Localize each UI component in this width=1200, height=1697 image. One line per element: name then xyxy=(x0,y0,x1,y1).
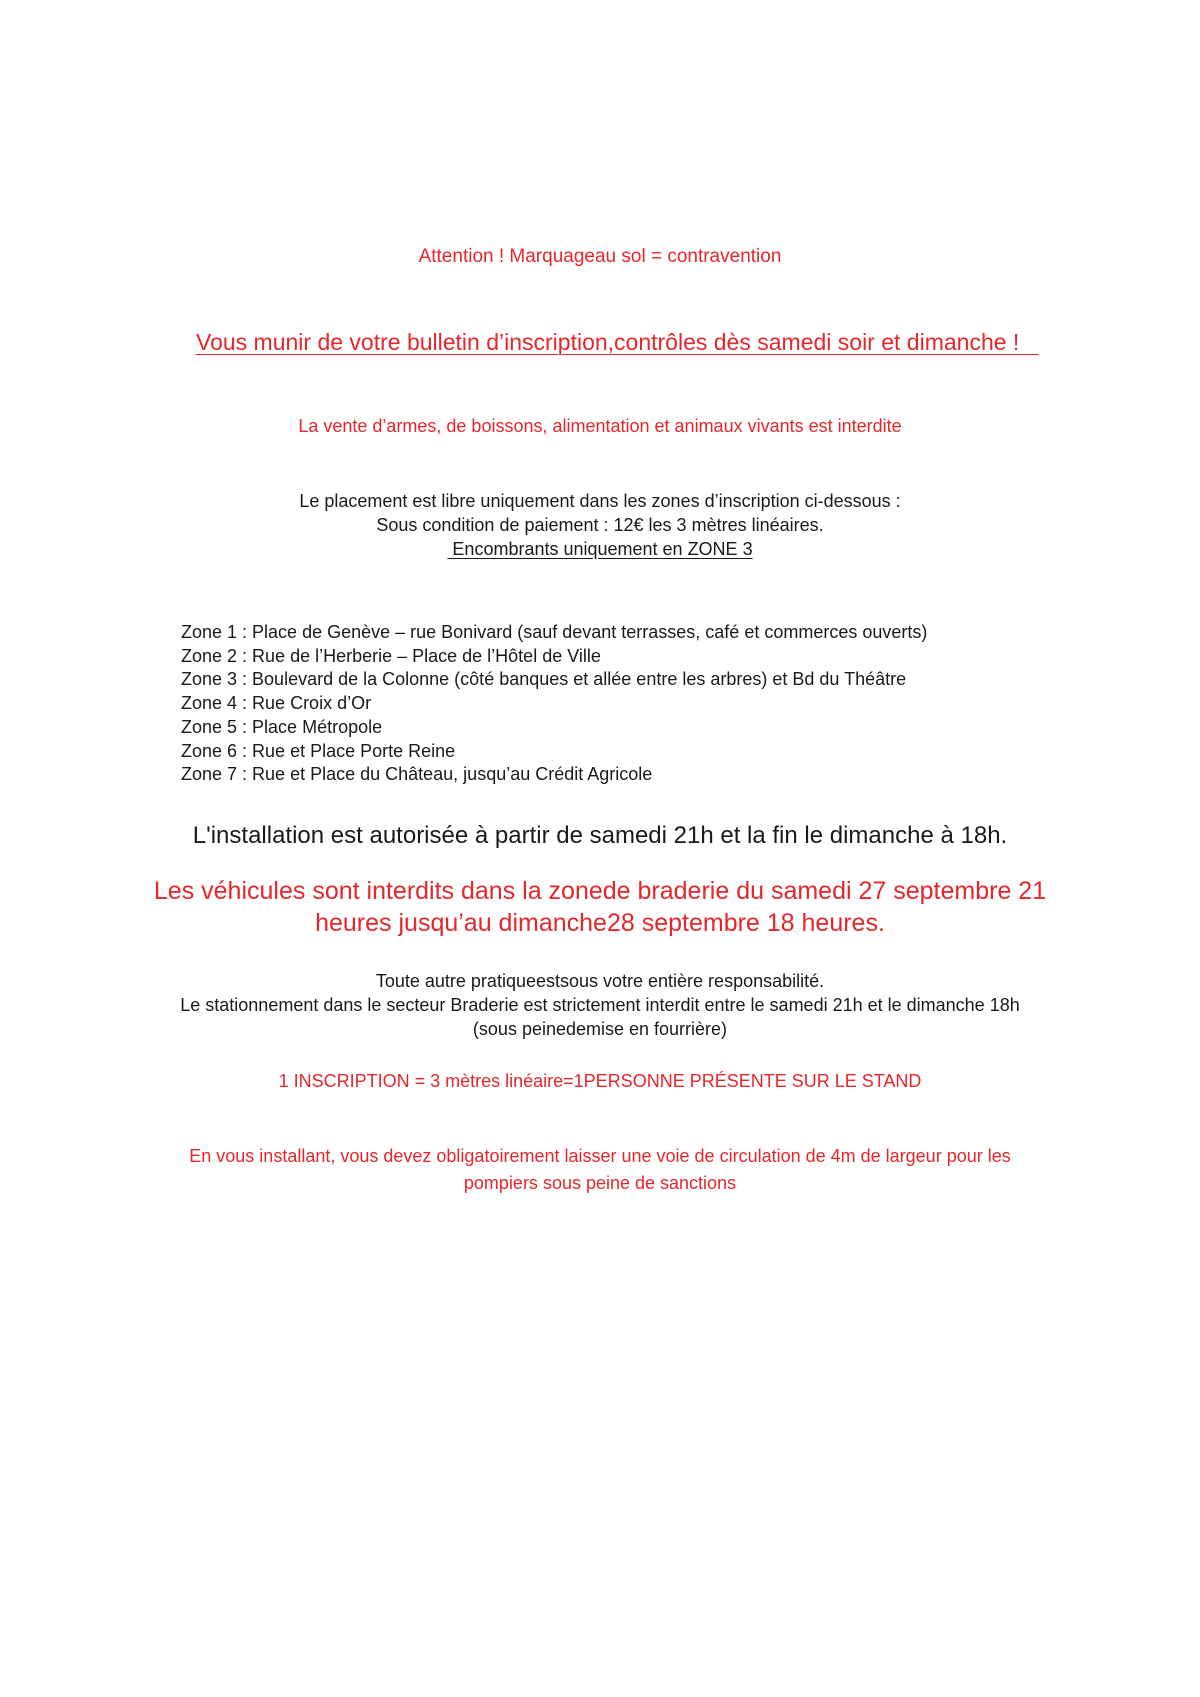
fire-lane-notice-line-1: En vous installant, vous devez obligatoirement laisser une voie de circulation de 4m de largeur pour les xyxy=(189,1146,1011,1166)
bulky-items-zone-line: Encombrants uniquement en ZONE 3 xyxy=(447,539,753,559)
payment-condition-line: Sous condition de paiement : 12€ les 3 mètres linéaires. xyxy=(376,515,824,535)
zone-item-7: Zone 7 : Rue et Place du Château, jusqu’au Crédit Agricole xyxy=(181,764,653,785)
vehicle-ban-line-2: heures jusqu’au dimanche28 septembre 18 heures. xyxy=(315,909,885,937)
registration-form-reminder: Vous munir de votre bulletin d’inscription,contrôles dès samedi soir et dimanche ! xyxy=(196,329,1039,355)
installation-hours-notice: L'installation est autorisée à partir de samedi 21h et la fin le dimanche à 18h. xyxy=(192,822,1008,849)
zone-item-3: Zone 3 : Boulevard de la Colonne (côté banques et allée entre les arbres) et Bd du Théâtre xyxy=(181,669,907,690)
zone-list xyxy=(181,621,927,787)
zone-item-2: Zone 2 : Rue de l’Herberie – Place de l’Hôtel de Ville xyxy=(181,645,601,666)
parking-ban-notice: Le stationnement dans le secteur Braderie est strictement interdit entre le samedi 21h et le dimanche 18h xyxy=(180,995,1020,1015)
impound-warning: (sous peinedemise en fourrière) xyxy=(472,1019,728,1039)
fire-lane-notice-line-2: pompiers sous peine de sanctions xyxy=(463,1173,737,1193)
zone-item-4: Zone 4 : Rue Croix d’Or xyxy=(181,693,372,714)
zone-item-5: Zone 5 : Place Métropole xyxy=(181,716,383,737)
responsibility-notice: Toute autre pratiqueestsous votre entière responsabilité. xyxy=(375,971,825,991)
vehicle-ban-line-1: Les véhicules sont interdits dans la zonede braderie du samedi 27 septembre 21 xyxy=(153,877,1047,905)
zone-item-6: Zone 6 : Rue et Place Porte Reine xyxy=(181,740,456,761)
placement-rule-line-1: Le placement est libre uniquement dans les zones d’inscription ci-dessous : xyxy=(299,491,901,511)
attention-marking-warning: Attention ! Marquageau sol = contravention xyxy=(418,246,782,267)
registration-rule: 1 INSCRIPTION = 3 mètres linéaire=1PERSONNE PRÉSENTE SUR LE STAND xyxy=(278,1071,922,1091)
prohibited-sales-notice: La vente d’armes, de boissons, alimentation et animaux vivants est interdite xyxy=(298,416,902,436)
zone-item-1: Zone 1 : Place de Genève – rue Bonivard (sauf devant terrasses, café et commerces ouverts) xyxy=(181,622,928,642)
